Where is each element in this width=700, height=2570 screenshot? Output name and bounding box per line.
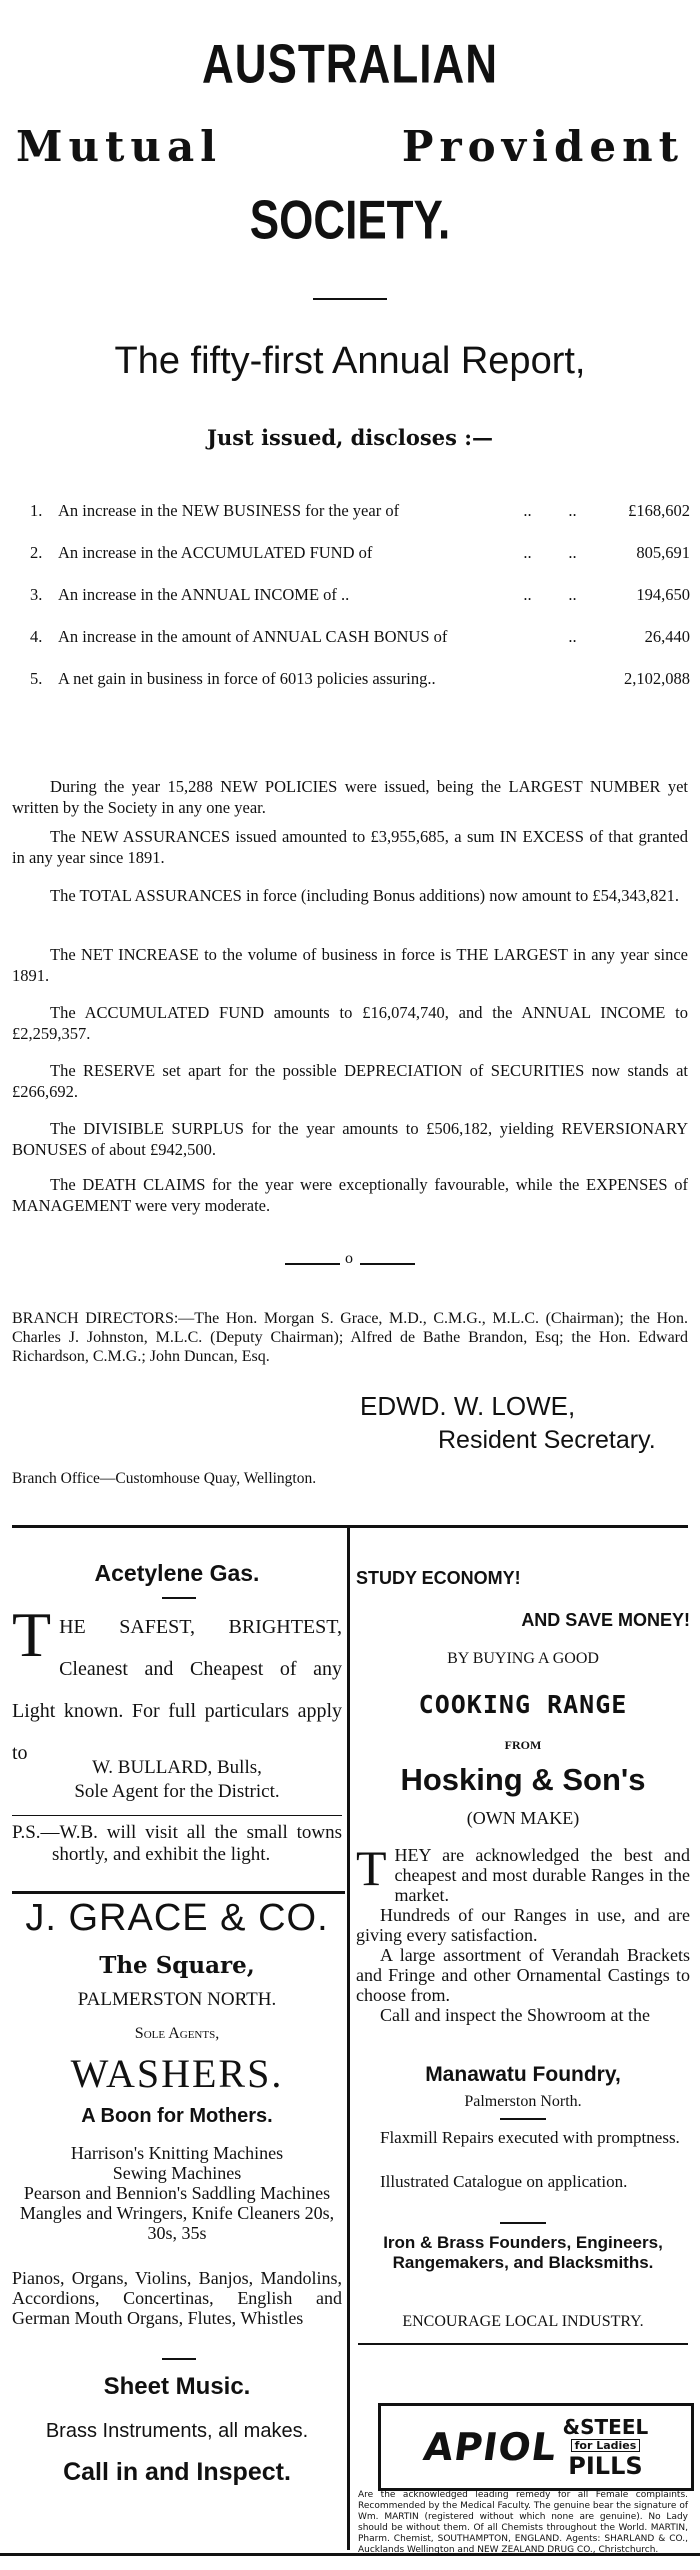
grace-items [12, 2143, 342, 2243]
society-title-line2 [16, 122, 684, 171]
report-item-value: 2,102,088 [624, 669, 690, 688]
apiol-right-top: &STEEL [562, 2414, 649, 2439]
divider [12, 1815, 342, 1816]
hosking-body: THEY are acknowledged the best and cheapest and most durable Ranges in the market. Hundreds of our Ranges in use, and are giving every satisfaction. A large assortment of Verandah Brackets and Fringe and other Ornamental Castings to choose from. Call and inspect the Showroom at the [356, 1840, 690, 2025]
hosking-flaxmill: Flaxmill Repairs executed with promptness. [380, 2128, 680, 2147]
hosking-foundry: Manawatu Foundry, [425, 2063, 621, 2086]
grace-square: The Square, [99, 1952, 255, 1979]
report-item-text: An increase in the ACCUMULATED FUND of [58, 543, 373, 562]
hosking-catalogue: Illustrated Catalogue on application. [380, 2172, 628, 2191]
report-item [30, 574, 690, 616]
grace-item: Harrison's Knitting Machines [70, 2143, 284, 2163]
report-item-dots2: .. [568, 501, 577, 520]
report-item-num: 2. [30, 543, 43, 562]
report-item-text: A net gain in business in force of 6013 policies assuring.. [58, 669, 436, 688]
apiol-fine-print: Are the acknowledged leading remedy for all Female complaints. Recommended by the Medical Faculty. The genuine bear the signature of Wm. MARTIN (registered without which none are genuine). No Lady should be without them. Of all Chemists throughout the World. MARTIN, Pharm. Chemist, SOUTHAMPTON, ENGLAND. Agents: SHARLAND & CO., Aucklands Wellington and NEW ZEALAND DRUG CO., Christchurch. [358, 2490, 688, 2555]
apiol-for: for Ladies [571, 2439, 641, 2452]
divider [313, 298, 387, 300]
mutual-word: Mutual [16, 122, 223, 171]
grace-agents: Sole Agents, [134, 2025, 220, 2042]
report-item-dots2: .. [568, 543, 577, 562]
grace-boon: A Boon for Mothers. [81, 2105, 273, 2127]
report-item-text: An increase in the ANNUAL INCOME of .. [58, 585, 350, 604]
signature-name: EDWD. W. LOWE, [360, 1391, 576, 1421]
divider [12, 1891, 345, 1894]
section-rule [12, 1525, 688, 1528]
apiol-left: APIOL [420, 2425, 560, 2469]
hosking-encourage: ENCOURAGE LOCAL INDUSTRY. [402, 2313, 644, 2330]
society-title-line1: AUSTRALIAN [202, 33, 498, 95]
acetylene-ps: P.S.—W.B. will visit all the small towns shortly, and exhibit the light. [12, 1822, 342, 1865]
apiol-right-bottom: PILLS [568, 2451, 643, 2480]
report-paragraph: The RESERVE set apart for the possible DEPRECIATION of SECURITIES now stands at £266,692. [12, 1061, 688, 1101]
column-rule [347, 1528, 350, 2550]
report-title: The fifty-first Annual Report, [114, 340, 586, 382]
report-item-num: 3. [30, 585, 43, 604]
report-item-dots2: .. [568, 585, 577, 604]
report-paragraph: The DIVISIBLE SURPLUS for the year amounts to £506,182, yielding REVERSIONARY BONUSES of about £942,500. [12, 1119, 688, 1159]
report-paragraph: The ACCUMULATED FUND amounts to £16,074,740, and the ANNUAL INCOME to £2,259,357. [12, 1003, 688, 1043]
report-item-num: 4. [30, 627, 43, 646]
report-paragraph: During the year 15,288 NEW POLICIES were issued, being the LARGEST NUMBER yet written by the Society in any one year. [12, 777, 688, 817]
divider [162, 2358, 196, 2360]
divider [162, 1597, 196, 1599]
grace-instruments: Pianos, Organs, Violins, Banjos, Mandolins, Accordions, Concertinas, English and German Mouth Organs, Flutes, Whistles [12, 2268, 342, 2328]
report-item-dots1: .. [523, 585, 532, 604]
grace-item: Pearson and Bennion's Saddling Machines [23, 2183, 331, 2203]
report-item [30, 532, 690, 574]
grace-washers: WASHERS. [70, 2051, 284, 2096]
acetylene-agent-title: Sole Agent for the District. [74, 1781, 280, 1802]
hosking-name: Hosking & Son's [400, 1762, 646, 1797]
hosking-foundry-town: Palmerston North. [464, 2093, 582, 2110]
report-item-num: 5. [30, 669, 43, 688]
hosking-founders: Iron & Brass Founders, Engineers, Rangemakers, and Blacksmiths. [383, 2233, 663, 2272]
hosking-range: COOKING RANGE [418, 1690, 628, 1719]
grace-call: Call in and Inspect. [63, 2458, 291, 2486]
divider [500, 2222, 546, 2224]
branch-directors: BRANCH DIRECTORS:—The Hon. Morgan S. Grace, M.D., C.M.G., M.L.C. (Chairman); the Hon. Charles J. Johnston, M.L.C. (Deputy Chairman); Alfred de Bathe Brandon, Esq; the Hon. Edward Richardson, C.M.G.; John Duncan, Esq. [12, 1310, 688, 1365]
report-paragraph: The TOTAL ASSURANCES in force (including Bonus additions) now amount to £54,343,821. [50, 886, 680, 905]
signature-title: Resident Secretary. [438, 1426, 656, 1454]
hosking-study: STUDY ECONOMY! [356, 1568, 521, 1588]
report-item-value: 26,440 [644, 627, 690, 646]
report-item [30, 616, 690, 658]
hosking-save: AND SAVE MONEY! [521, 1610, 690, 1630]
report-subtitle: Just issued, discloses :— [207, 425, 493, 450]
dropcap: T [356, 1840, 387, 1896]
acetylene-title: Acetylene Gas. [94, 1560, 260, 1586]
report-item-dots2: .. [568, 627, 577, 646]
provident-word: Provident [401, 122, 684, 171]
grace-title: J. GRACE & CO. [25, 1897, 329, 1939]
ornament-divider: o [285, 1256, 415, 1270]
report-paragraph: The NEW ASSURANCES issued amounted to £3,955,685, a sum IN EXCESS of that granted in any year since 1891. [12, 827, 688, 867]
apiol-banner [378, 2403, 694, 2491]
report-item-text: An increase in the NEW BUSINESS for the year of [58, 501, 400, 520]
report-item-value: 194,650 [636, 585, 690, 604]
report-item [30, 658, 690, 700]
report-paragraph: The NET INCREASE to the volume of business in force is THE LARGEST in any year since 1891. [12, 945, 688, 985]
report-items [30, 490, 690, 700]
grace-brass: Brass Instruments, all makes. [45, 2420, 309, 2442]
hosking-buying: BY BUYING A GOOD [447, 1650, 599, 1667]
report-item-value: £168,602 [628, 501, 690, 520]
dropcap: T [12, 1599, 52, 1670]
grace-town: PALMERSTON NORTH. [77, 1989, 277, 2010]
report-item-dots1: .. [523, 501, 532, 520]
grace-item: Mangles and Wringers, Knife Cleaners 20s, 30s, 35s [19, 2203, 335, 2243]
divider [358, 2343, 688, 2345]
report-item-value: 805,691 [636, 543, 690, 562]
report-item-text: An increase in the amount of ANNUAL CASH BONUS of [58, 627, 448, 646]
divider [500, 2118, 546, 2120]
acetylene-agent: W. BULLARD, Bulls, [92, 1757, 262, 1778]
grace-item: Sewing Machines [112, 2163, 242, 2183]
grace-music: Sheet Music. [103, 2373, 251, 2400]
report-item [30, 490, 690, 532]
report-item-num: 1. [30, 501, 43, 520]
hosking-own: (OWN MAKE) [466, 1808, 580, 1828]
report-item-dots1: .. [523, 543, 532, 562]
society-title-line3: SOCIETY. [249, 189, 451, 251]
branch-office: Branch Office—Customhouse Quay, Wellington. [12, 1470, 317, 1487]
acetylene-body: THE SAFEST, BRIGHTEST, Cleanest and Cheapest of any Light known. For full particulars apply to [12, 1599, 342, 1764]
report-paragraph: The DEATH CLAIMS for the year were exceptionally favourable, while the EXPENSES of MANAGEMENT were very moderate. [12, 1175, 688, 1215]
hosking-from: FROM [504, 1738, 542, 1752]
